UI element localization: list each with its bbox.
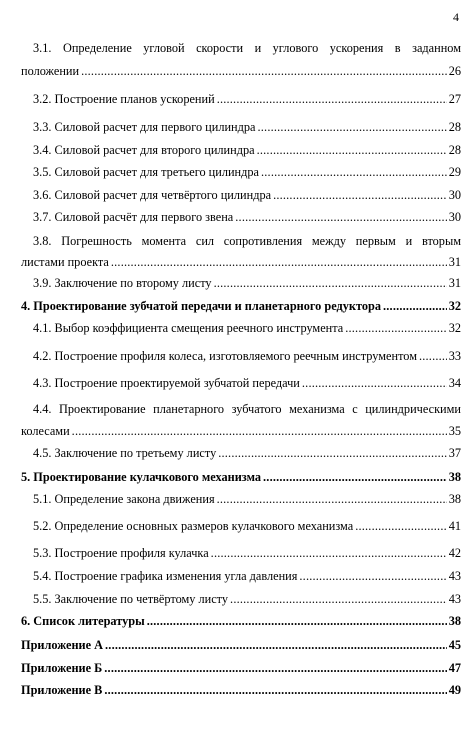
toc-page-number: 32 bbox=[448, 299, 461, 313]
toc-entry-label: 5.3. Построение профиля кулачка bbox=[33, 546, 209, 560]
toc-page-number: 38 bbox=[448, 492, 461, 506]
toc-entry-5-1[interactable] bbox=[33, 491, 461, 507]
toc-page-number: 42 bbox=[448, 546, 461, 560]
dot-leader bbox=[355, 518, 447, 534]
toc-entry-label: колесами bbox=[21, 424, 70, 438]
toc-page-number: 29 bbox=[448, 165, 461, 179]
toc-entry-appendix-a[interactable] bbox=[21, 637, 461, 653]
toc-entry-4-2[interactable] bbox=[33, 348, 461, 364]
toc-entry-label: 5.1. Определение закона движения bbox=[33, 492, 215, 506]
dot-leader bbox=[263, 469, 447, 485]
toc-entry-label: 3.6. Силовой расчет для четвёртого цилиндра bbox=[33, 188, 272, 202]
toc-page-number: 31 bbox=[448, 276, 461, 290]
dot-leader bbox=[104, 660, 446, 676]
toc-entry-label: 5. Проектирование кулачкового механизма bbox=[21, 470, 262, 484]
toc-page-number: 47 bbox=[448, 661, 461, 675]
toc-page-number: 38 bbox=[448, 614, 461, 628]
toc-entry-label: 3.2. Построение планов ускорений bbox=[33, 92, 215, 106]
toc-page-number: 28 bbox=[448, 120, 461, 134]
toc-page-number: 31 bbox=[448, 255, 461, 269]
dot-leader bbox=[273, 187, 447, 203]
toc-entry-4-3[interactable] bbox=[33, 375, 461, 391]
toc-entry-label: Приложение В bbox=[21, 683, 103, 697]
toc-entry-4-1[interactable] bbox=[33, 320, 461, 336]
toc-entry-label: 3.9. Заключение по второму листу bbox=[33, 276, 212, 290]
toc-entry-3-8[interactable] bbox=[21, 254, 461, 270]
dot-leader bbox=[214, 275, 447, 291]
toc-entry-3-3[interactable] bbox=[33, 119, 461, 135]
dot-leader bbox=[258, 119, 447, 135]
toc-entry-label: 3.3. Силовой расчет для первого цилиндра bbox=[33, 120, 256, 134]
dot-leader bbox=[211, 545, 447, 561]
toc-entry-3-9[interactable] bbox=[33, 275, 461, 291]
toc-entry-3-7[interactable] bbox=[33, 209, 461, 225]
toc-entry-4-4[interactable] bbox=[21, 423, 461, 439]
toc-page-number: 35 bbox=[448, 424, 461, 438]
toc-entry-appendix-b[interactable] bbox=[21, 660, 461, 676]
dot-leader bbox=[217, 91, 447, 107]
dot-leader bbox=[105, 637, 447, 653]
toc-entry-3-6[interactable] bbox=[33, 187, 461, 203]
toc-entry-appendix-v[interactable] bbox=[21, 682, 461, 698]
toc-page-number: 38 bbox=[448, 470, 461, 484]
toc-page-number: 34 bbox=[448, 376, 461, 390]
toc-entry-label: 4.5. Заключение по третьему листу bbox=[33, 446, 217, 460]
toc-entry-label: 4.2. Построение профиля колеса, изготовляемого реечным инструментом bbox=[33, 349, 417, 363]
dot-leader bbox=[345, 320, 446, 336]
dot-leader bbox=[147, 613, 447, 629]
dot-leader bbox=[261, 164, 447, 180]
toc-page-number: 30 bbox=[448, 210, 461, 224]
dot-leader bbox=[218, 445, 446, 461]
toc-entry-5-5[interactable] bbox=[33, 591, 461, 607]
toc-entry-label: 3.4. Силовой расчет для второго цилиндра bbox=[33, 143, 255, 157]
toc-page-number: 30 bbox=[448, 188, 461, 202]
toc-entry-4[interactable] bbox=[21, 298, 461, 314]
toc-entry-3-1-line1: 3.1. Определение угловой скорости и углового ускорения в заданном bbox=[33, 41, 461, 55]
toc-entry-label: 5.4. Построение графика изменения угла давления bbox=[33, 569, 298, 583]
toc-page-number: 45 bbox=[448, 638, 461, 652]
toc-page-number: 33 bbox=[448, 349, 461, 363]
toc-page-number: 43 bbox=[448, 592, 461, 606]
toc-entry-label: 3.7. Силовой расчёт для первого звена bbox=[33, 210, 234, 224]
toc-entry-label: 5.5. Заключение по четвёртому листу bbox=[33, 592, 229, 606]
toc-page-number: 32 bbox=[448, 321, 461, 335]
toc-entry-3-4[interactable] bbox=[33, 142, 461, 158]
toc-page-number: 43 bbox=[448, 569, 461, 583]
toc-page-number: 49 bbox=[448, 683, 461, 697]
toc-entry-label: листами проекта bbox=[21, 255, 109, 269]
dot-leader bbox=[104, 682, 446, 698]
toc-page-number: 28 bbox=[448, 143, 461, 157]
toc-entry-5[interactable] bbox=[21, 469, 461, 485]
dot-leader bbox=[257, 142, 447, 158]
toc-page-number: 37 bbox=[448, 446, 461, 460]
dot-leader bbox=[111, 254, 447, 270]
toc-entry-3-8-line1: 3.8. Погрешность момента сил сопротивления между первым и вторым bbox=[33, 234, 461, 248]
dot-leader bbox=[299, 568, 446, 584]
toc-page-number: 26 bbox=[448, 64, 461, 78]
dot-leader bbox=[72, 423, 447, 439]
dot-leader bbox=[383, 298, 447, 314]
toc-entry-label: положении bbox=[21, 64, 80, 78]
toc-entry-label: 4. Проектирование зубчатой передачи и планетарного редуктора bbox=[21, 299, 381, 313]
toc-entry-6[interactable] bbox=[21, 613, 461, 629]
dot-leader bbox=[81, 63, 447, 79]
toc-entry-5-2[interactable] bbox=[33, 518, 461, 534]
toc-entry-3-5[interactable] bbox=[33, 164, 461, 180]
toc-entry-label: Приложение Б bbox=[21, 661, 103, 675]
dot-leader bbox=[217, 491, 447, 507]
dot-leader bbox=[419, 348, 447, 364]
toc-entry-5-3[interactable] bbox=[33, 545, 461, 561]
toc-entry-label: 5.2. Определение основных размеров кулачкового механизма bbox=[33, 519, 354, 533]
dot-leader bbox=[302, 375, 447, 391]
toc-entry-label: 3.5. Силовой расчет для третьего цилиндра bbox=[33, 165, 259, 179]
page-number: 4 bbox=[453, 10, 459, 24]
toc-entry-3-2[interactable] bbox=[33, 91, 461, 107]
toc-entry-4-5[interactable] bbox=[33, 445, 461, 461]
toc-entry-label: 4.3. Построение проектируемой зубчатой передачи bbox=[33, 376, 300, 390]
toc-page-number: 27 bbox=[448, 92, 461, 106]
toc-entry-label: 6. Список литературы bbox=[21, 614, 145, 628]
dot-leader bbox=[235, 209, 446, 225]
toc-entry-label: 4.1. Выбор коэффициента смещения реечного инструмента bbox=[33, 321, 344, 335]
dot-leader bbox=[230, 591, 447, 607]
toc-entry-label: Приложение А bbox=[21, 638, 104, 652]
toc-page-number: 41 bbox=[448, 519, 461, 533]
toc-entry-5-4[interactable] bbox=[33, 568, 461, 584]
toc-entry-4-4-line1: 4.4. Проектирование планетарного зубчатого механизма с цилиндрическими bbox=[33, 402, 461, 416]
toc-entry-3-1[interactable] bbox=[21, 63, 461, 79]
